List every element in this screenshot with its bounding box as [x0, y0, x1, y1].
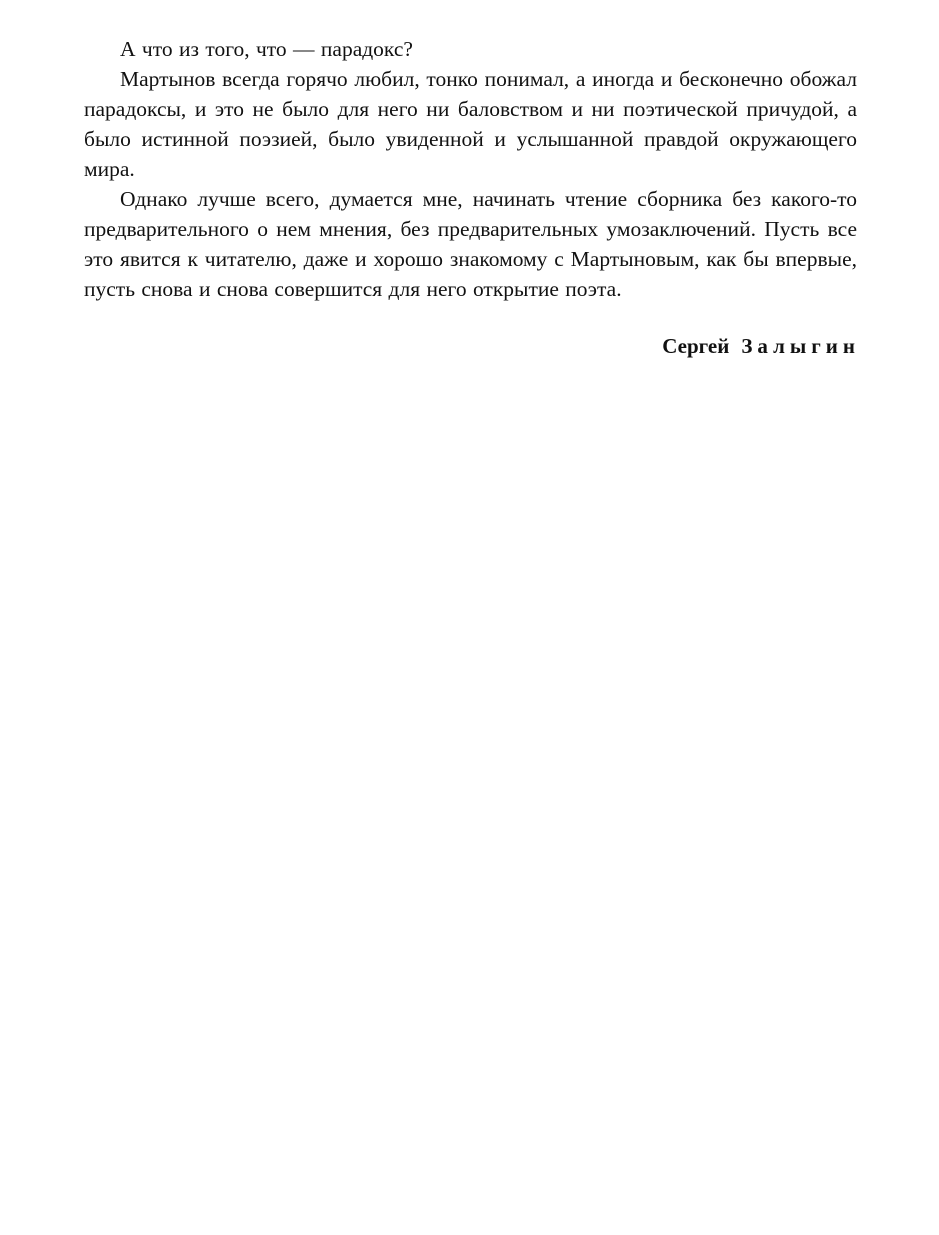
- author-signature: [84, 331, 860, 361]
- author-first-name: Сергей: [662, 334, 730, 358]
- paragraph-1: А что из того, что — парадокс?: [120, 37, 413, 61]
- author-last-name: Залыгин: [741, 334, 860, 358]
- document-page: [84, 34, 860, 361]
- paragraph-3: Однако лучше всего, думается мне, начинать чтение сборника без какого-то предварительного о нем мнения, без предварительных умозаключений. Пусть все это явится к читателю, даже и хорошо знакомому с Мартыновым, как бы впервые, пусть снова и снова совершится для него открытие поэта.: [84, 187, 857, 301]
- paragraph-2: Мартынов всегда горячо любил, тонко понимал, а иногда и бесконечно обожал парадоксы, и это не было для него ни баловством и ни поэтической причудой, а было истинной поэзией, было увиденной и услышанной правдой окружающего мира.: [84, 67, 857, 181]
